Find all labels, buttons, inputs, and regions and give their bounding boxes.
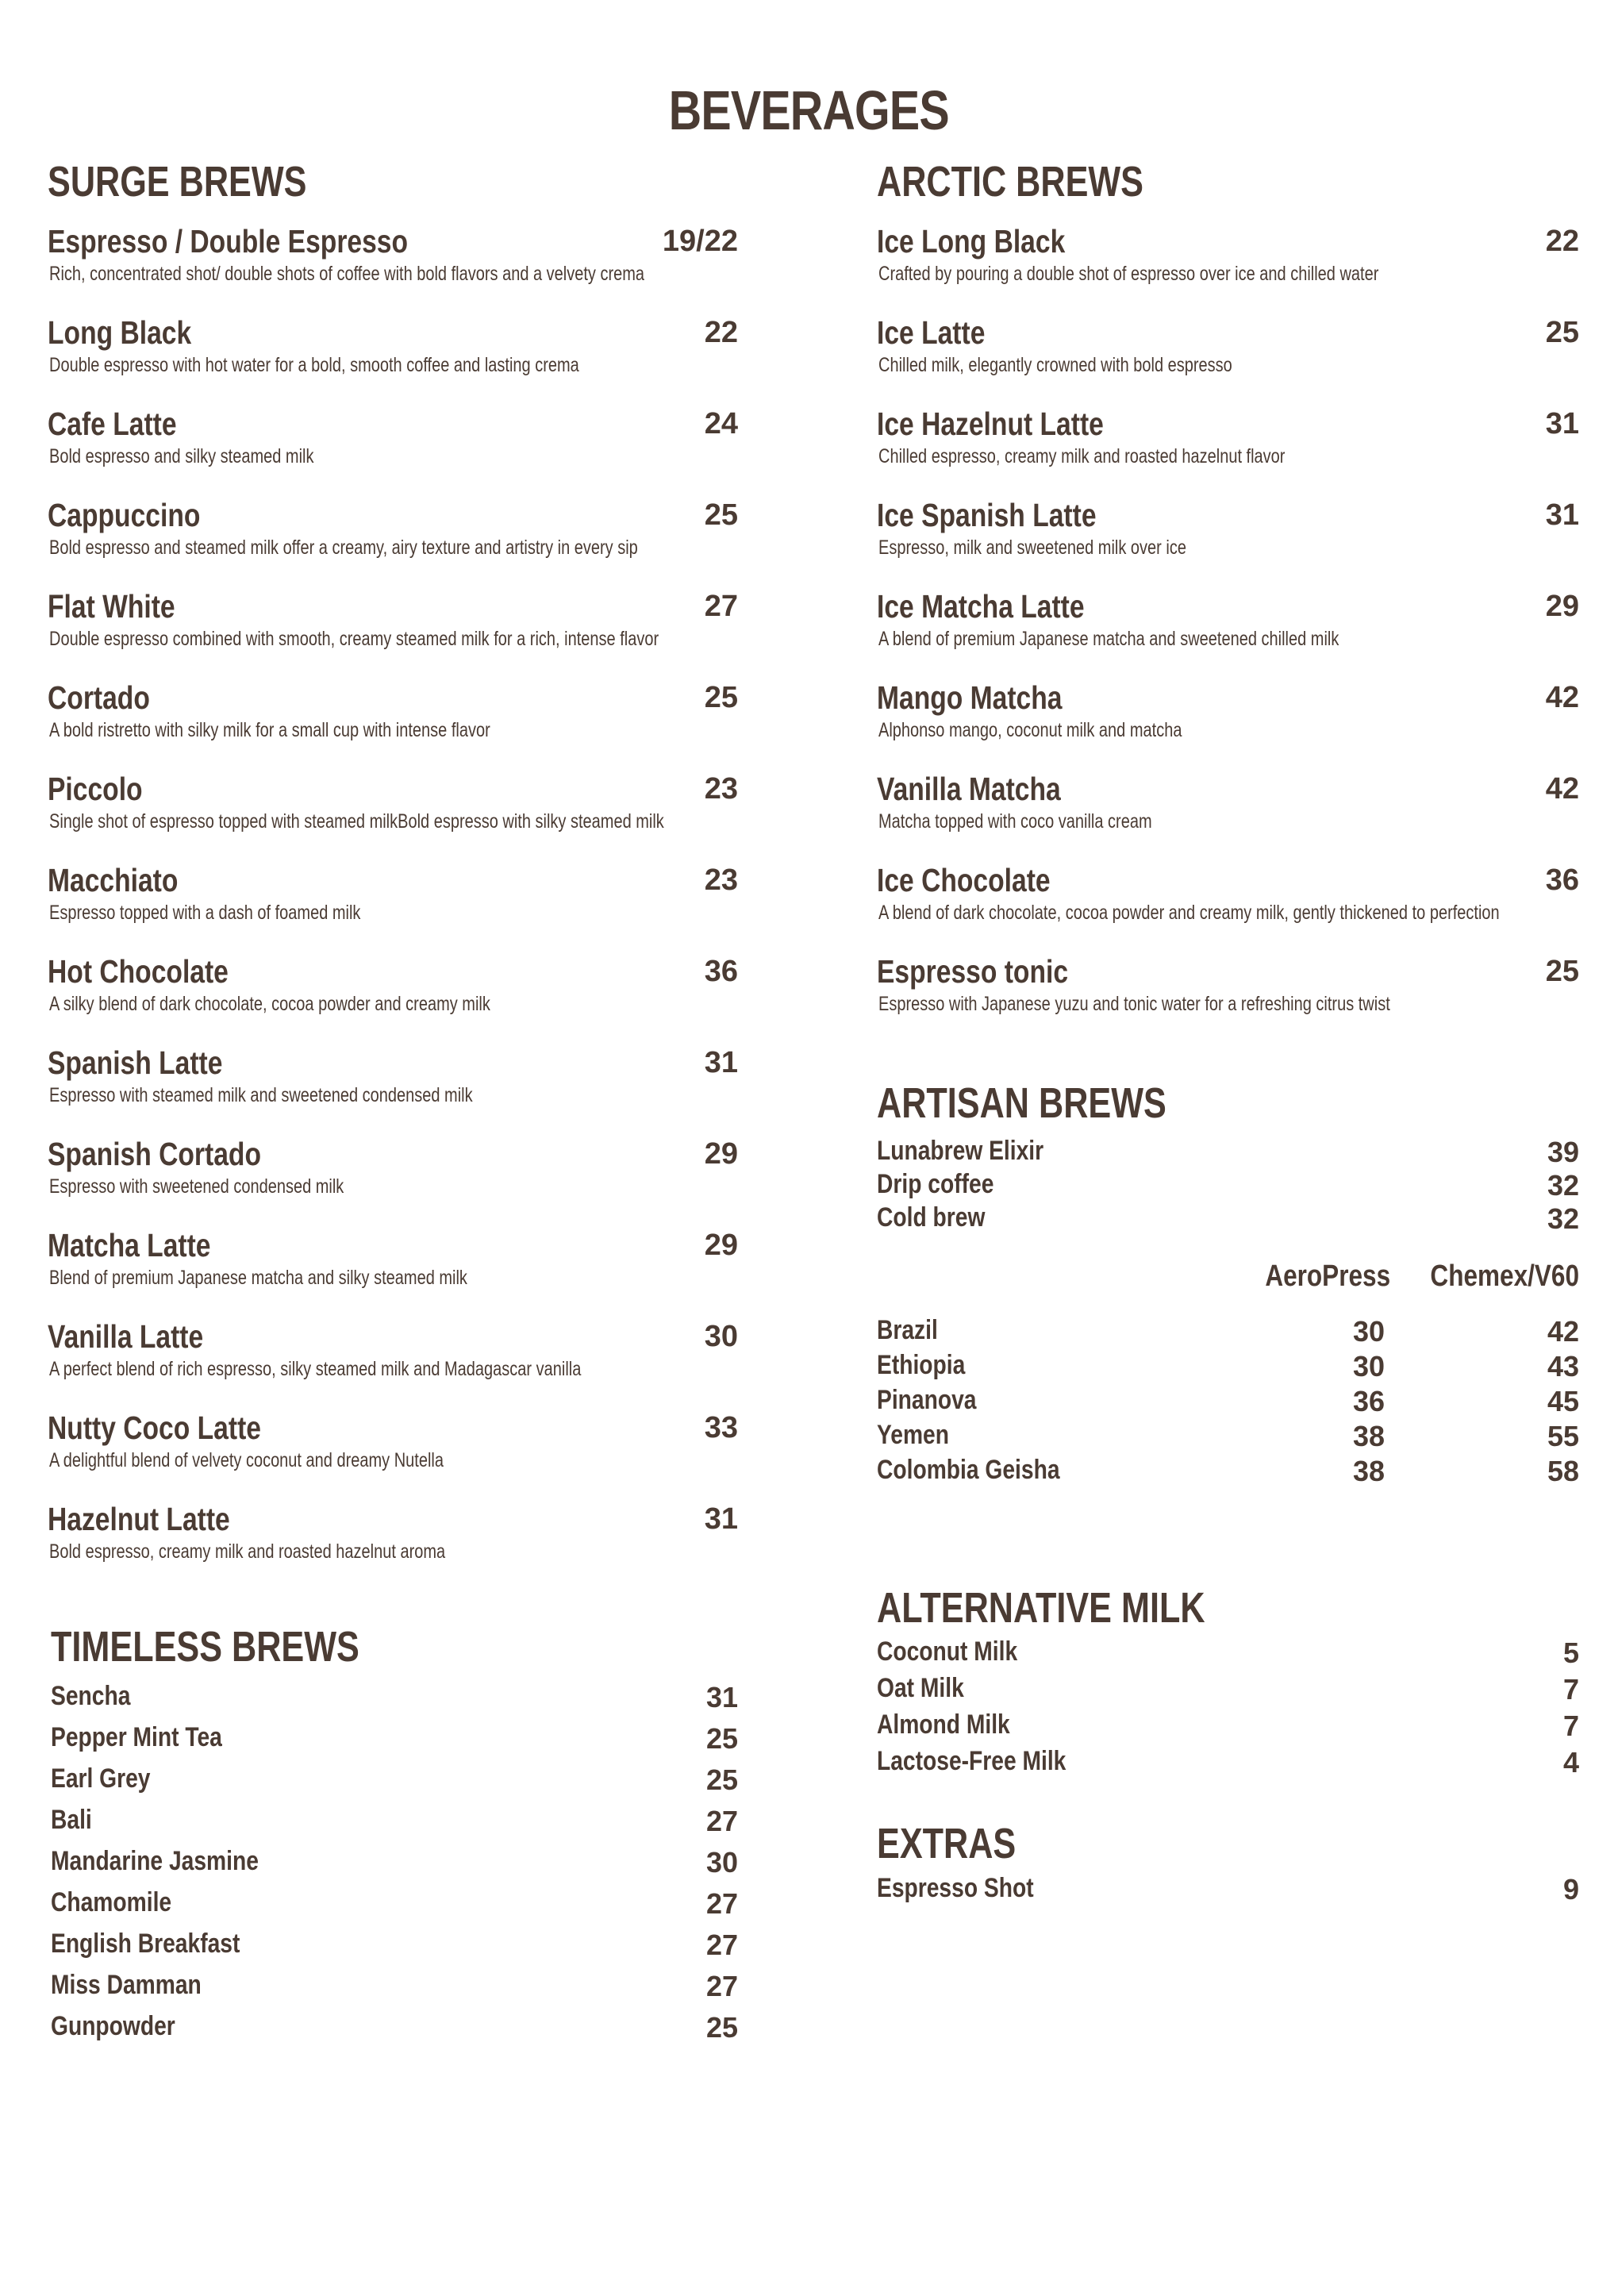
item-description-text: A perfect blend of rich espresso, silky steamed milk and Madagascar vanilla xyxy=(49,1358,582,1381)
menu-item xyxy=(51,1846,738,1887)
menu-item xyxy=(48,1136,738,1227)
aeropress-price: 30 xyxy=(1352,1314,1385,1348)
menu-item xyxy=(877,314,1579,406)
origin-name-text: Pinanova xyxy=(877,1384,977,1415)
item-description xyxy=(878,993,1518,1016)
item-description xyxy=(49,902,439,925)
item-name-text: Piccolo xyxy=(48,771,143,808)
menu-item xyxy=(877,1636,1579,1673)
origin-name-text: Colombia Geisha xyxy=(877,1454,1060,1485)
item-price: 25 xyxy=(705,1721,738,1755)
item-price: 24 xyxy=(704,407,738,441)
item-description-text: Bold espresso, creamy milk and roasted hazelnut aroma xyxy=(49,1540,446,1563)
item-description-text: Espresso, milk and sweetened milk over ice xyxy=(878,537,1186,560)
item-name-text: Ice Hazelnut Latte xyxy=(877,406,1104,443)
item-description-text: Espresso with steamed milk and sweetened condensed milk xyxy=(49,1084,473,1107)
item-name-text: Lactose-Free Milk xyxy=(877,1746,1066,1777)
item-name xyxy=(877,497,1144,534)
item-name xyxy=(51,1970,233,2001)
item-name-text: Matcha Latte xyxy=(48,1227,211,1264)
section-title-arctic: ARCTIC BREWS xyxy=(877,158,1143,206)
item-description xyxy=(49,1267,572,1290)
timeless-brews-list xyxy=(48,1681,738,2052)
item-description xyxy=(49,628,811,651)
aeropress-price: 38 xyxy=(1352,1419,1385,1452)
menu-item xyxy=(48,679,738,771)
item-description-text: Chilled milk, elegantly crowned with bold espresso xyxy=(878,354,1232,377)
item-name-text: Espresso / Double Espresso xyxy=(48,223,409,260)
item-description xyxy=(49,354,712,377)
item-name xyxy=(51,1887,196,1918)
item-name xyxy=(51,1805,100,1836)
item-name xyxy=(877,953,1110,990)
menu-item xyxy=(51,1805,738,1846)
item-price: 23 xyxy=(704,772,738,806)
aeropress-header: AeroPress xyxy=(1265,1259,1390,1293)
menu-item xyxy=(51,1887,738,1929)
item-name-text: Macchiato xyxy=(48,862,179,899)
aeropress-price: 38 xyxy=(1352,1454,1385,1487)
item-price: 31 xyxy=(1545,407,1579,441)
item-name-text: Espresso tonic xyxy=(877,953,1069,990)
item-price: 42 xyxy=(1545,772,1579,806)
left-column xyxy=(48,159,738,2052)
chemex-price: 55 xyxy=(1547,1419,1579,1452)
item-name-text: Ice Chocolate xyxy=(877,862,1051,899)
origin-price-table xyxy=(877,1315,1579,1490)
item-name xyxy=(48,679,172,717)
menu-item xyxy=(48,1227,738,1318)
chemex-price: 42 xyxy=(1547,1314,1579,1348)
item-name-text: Mandarine Jasmine xyxy=(51,1845,259,1876)
item-price: 23 xyxy=(704,863,738,898)
item-name-text: Spanish Cortado xyxy=(48,1136,261,1173)
item-name-text: Spanish Latte xyxy=(48,1044,223,1082)
item-price: 7 xyxy=(1562,1673,1579,1706)
menu-item xyxy=(877,223,1579,314)
item-price: 29 xyxy=(1545,590,1579,624)
item-description xyxy=(878,354,1320,377)
item-name xyxy=(877,314,1009,352)
item-name-text: Pepper Mint Tea xyxy=(51,1721,222,1752)
alternative-milk-list xyxy=(877,1636,1579,1783)
item-name xyxy=(51,1763,171,1794)
menu-item xyxy=(877,588,1579,679)
item-name-text: Ice Spanish Latte xyxy=(877,497,1097,534)
item-price: 33 xyxy=(704,1411,738,1445)
menu-item xyxy=(51,1929,738,1970)
menu-item xyxy=(877,1136,1579,1169)
item-description xyxy=(878,810,1220,833)
item-price: 29 xyxy=(704,1137,738,1171)
item-price: 4 xyxy=(1562,1746,1579,1779)
item-name-text: Bali xyxy=(51,1804,92,1835)
item-description-text: Chilled espresso, creamy milk and roasted hazelnut flavor xyxy=(878,445,1286,468)
item-description xyxy=(878,445,1387,468)
item-name-text: Vanilla Matcha xyxy=(877,771,1061,808)
item-price: 36 xyxy=(1545,863,1579,898)
arctic-brews-list xyxy=(877,223,1579,1044)
item-name-text: Hot Chocolate xyxy=(48,953,229,990)
item-description xyxy=(49,1358,714,1381)
item-name-text: English Breakfast xyxy=(51,1928,240,1959)
menu-item xyxy=(51,2011,738,2052)
item-description-text: A bold ristretto with silky milk for a small cup with intense flavor xyxy=(49,719,490,742)
item-description xyxy=(49,1449,542,1472)
item-name-text: Mango Matcha xyxy=(877,679,1063,717)
menu-item xyxy=(877,1710,1579,1746)
menu-item xyxy=(877,497,1579,588)
item-description xyxy=(49,1084,578,1107)
origin-name xyxy=(877,1455,1097,1486)
origin-name xyxy=(877,1350,983,1381)
section-title-surge: SURGE BREWS xyxy=(48,158,307,206)
item-name-text: Cafe Latte xyxy=(48,406,177,443)
menu-item xyxy=(877,1873,1579,1909)
item-price: 31 xyxy=(1545,498,1579,533)
item-name xyxy=(48,588,203,625)
item-price: 31 xyxy=(704,1046,738,1080)
item-description xyxy=(49,1175,417,1198)
item-description-text: A blend of dark chocolate, cocoa powder and creamy milk, gently thickened to perfection xyxy=(878,902,1500,925)
item-name xyxy=(877,588,1130,625)
menu-item xyxy=(48,314,738,406)
aeropress-price: 36 xyxy=(1352,1384,1385,1417)
menu-item xyxy=(48,862,738,953)
item-name xyxy=(877,1136,1078,1167)
item-name-text: Nutty Coco Latte xyxy=(48,1410,261,1447)
menu-item xyxy=(48,1318,738,1410)
item-name xyxy=(48,406,205,443)
menu-item xyxy=(51,1970,738,2011)
item-description-text: A silky blend of dark chocolate, cocoa powder and creamy milk xyxy=(49,993,490,1016)
chemex-price: 58 xyxy=(1547,1454,1579,1487)
origin-name-text: Brazil xyxy=(877,1314,938,1345)
item-price: 22 xyxy=(1545,225,1579,259)
item-description-text: Rich, concentrated shot/ double shots of coffee with bold flavors and a velvety crema xyxy=(49,263,645,286)
item-name xyxy=(877,862,1089,899)
menu-item xyxy=(51,1722,738,1763)
item-description xyxy=(878,263,1504,286)
page-title: BEVERAGES xyxy=(668,79,950,141)
extras-list xyxy=(877,1873,1579,1909)
menu-item xyxy=(51,1763,738,1805)
menu-item xyxy=(877,1169,1579,1202)
item-name xyxy=(877,1710,1037,1740)
menu-item xyxy=(48,223,738,314)
menu-item xyxy=(877,1202,1579,1236)
chemex-header: Chemex/V60 xyxy=(1430,1259,1579,1293)
item-description-text: A delightful blend of velvety coconut and dreamy Nutella xyxy=(49,1449,444,1472)
item-name xyxy=(48,497,234,534)
item-description-text: Espresso with Japanese yuzu and tonic water for a refreshing citrus twist xyxy=(878,993,1390,1016)
item-description-text: Bold espresso and steamed milk offer a creamy, airy texture and artistry in every sip xyxy=(49,537,638,560)
item-name-text: Cappuccino xyxy=(48,497,201,534)
artisan-brews-list xyxy=(877,1136,1579,1236)
chemex-price: 45 xyxy=(1547,1384,1579,1417)
item-description xyxy=(878,719,1258,742)
item-price: 32 xyxy=(1547,1202,1579,1235)
item-name xyxy=(48,953,268,990)
item-name-text: Oat Milk xyxy=(877,1673,964,1704)
item-name-text: Hazelnut Latte xyxy=(48,1501,230,1538)
origin-name xyxy=(877,1420,964,1451)
menu-item xyxy=(48,497,738,588)
item-name-text: Sencha xyxy=(51,1680,131,1711)
item-name-text: Coconut Milk xyxy=(877,1636,1018,1667)
item-description-text: Espresso topped with a dash of foamed milk xyxy=(49,902,361,925)
item-name xyxy=(877,771,1101,808)
item-price: 27 xyxy=(705,1928,738,1961)
item-price: 27 xyxy=(704,590,738,624)
item-name-text: Earl Grey xyxy=(51,1763,151,1794)
item-name xyxy=(48,1501,270,1538)
origin-row xyxy=(877,1420,1579,1455)
aeropress-price: 30 xyxy=(1352,1349,1385,1383)
menu-item xyxy=(51,1681,738,1722)
item-description xyxy=(49,1540,544,1563)
origin-name xyxy=(877,1315,951,1346)
item-name xyxy=(48,1044,261,1082)
menu-item xyxy=(48,1501,738,1592)
item-name xyxy=(48,1410,308,1447)
item-name xyxy=(48,314,223,352)
origin-name-text: Yemen xyxy=(877,1419,949,1450)
item-description xyxy=(878,628,1454,651)
item-price: 25 xyxy=(705,1763,738,1796)
item-description-text: Matcha topped with coco vanilla cream xyxy=(878,810,1152,833)
chemex-price: 43 xyxy=(1547,1349,1579,1383)
item-price: 19/22 xyxy=(662,225,738,259)
menu-item xyxy=(48,1044,738,1136)
menu-item xyxy=(877,771,1579,862)
item-price: 30 xyxy=(704,1320,738,1354)
menu-item xyxy=(877,953,1579,1044)
right-column xyxy=(877,159,1579,1909)
item-price: 9 xyxy=(1562,1872,1579,1906)
menu-item xyxy=(48,953,738,1044)
origin-name-text: Ethiopia xyxy=(877,1349,966,1380)
item-description xyxy=(49,993,601,1016)
item-description xyxy=(49,263,794,286)
item-price: 32 xyxy=(1547,1168,1579,1202)
item-description xyxy=(878,537,1263,560)
item-description-text: Single shot of espresso topped with steamed milkBold espresso with silky steamed milk xyxy=(49,810,664,833)
item-description-text: Double espresso with hot water for a bold, smooth coffee and lasting crema xyxy=(49,354,579,377)
item-description-text: Double espresso combined with smooth, creamy steamed milk for a rich, intense flavor xyxy=(49,628,659,651)
section-title-extras: EXTRAS xyxy=(877,1820,1017,1868)
item-description xyxy=(49,537,785,560)
menu-item xyxy=(48,771,738,862)
item-name-text: Ice Long Black xyxy=(877,223,1066,260)
item-price: 22 xyxy=(704,316,738,350)
menu-item xyxy=(877,1746,1579,1783)
item-name xyxy=(48,1227,247,1264)
item-description-text: Crafted by pouring a double shot of espresso over ice and chilled water xyxy=(878,263,1379,286)
item-name-text: Drip coffee xyxy=(877,1168,994,1199)
origin-name xyxy=(877,1385,997,1416)
item-name xyxy=(48,223,487,260)
item-price: 31 xyxy=(704,1502,738,1536)
item-price: 27 xyxy=(705,1804,738,1837)
item-name xyxy=(877,1746,1105,1777)
item-description xyxy=(878,902,1618,925)
item-name xyxy=(51,1681,147,1712)
item-name xyxy=(877,223,1106,260)
origin-row xyxy=(877,1350,1579,1385)
item-price: 25 xyxy=(704,498,738,533)
item-description-text: Alphonso mango, coconut milk and matcha xyxy=(878,719,1182,742)
item-description xyxy=(49,719,601,742)
item-price: 30 xyxy=(705,1845,738,1879)
item-name-text: Ice Latte xyxy=(877,314,986,352)
item-name-text: Espresso Shot xyxy=(877,1872,1034,1903)
item-description-text: Blend of premium Japanese matcha and silky steamed milk xyxy=(49,1267,467,1290)
item-name-text: Cortado xyxy=(48,679,150,717)
item-description-text: Bold espresso and silky steamed milk xyxy=(49,445,314,468)
item-name-text: Chamomile xyxy=(51,1886,172,1917)
menu-item xyxy=(877,862,1579,953)
item-name xyxy=(48,1136,308,1173)
menu-item xyxy=(877,1673,1579,1710)
item-name xyxy=(877,406,1154,443)
item-price: 27 xyxy=(705,1886,738,1920)
item-name xyxy=(877,1169,1018,1200)
item-price: 39 xyxy=(1547,1135,1579,1168)
item-name-text: Flat White xyxy=(48,588,175,625)
item-name xyxy=(51,1846,302,1877)
menu-item xyxy=(877,406,1579,497)
menu-item xyxy=(48,588,738,679)
item-price: 25 xyxy=(704,681,738,715)
item-price: 31 xyxy=(705,1680,738,1713)
origin-row xyxy=(877,1315,1579,1350)
item-price: 42 xyxy=(1545,681,1579,715)
item-price: 29 xyxy=(704,1229,738,1263)
item-name xyxy=(48,1318,237,1356)
menu-item xyxy=(48,1410,738,1501)
item-price: 36 xyxy=(704,955,738,989)
item-name xyxy=(51,1929,279,1959)
item-name-text: Long Black xyxy=(48,314,192,352)
item-name xyxy=(877,1202,1007,1233)
item-name xyxy=(877,679,1103,717)
item-price: 25 xyxy=(1545,316,1579,350)
item-name-text: Almond Milk xyxy=(877,1710,1010,1740)
item-name-text: Vanilla Latte xyxy=(48,1318,204,1356)
item-name xyxy=(51,1722,257,1753)
item-description-text: A blend of premium Japanese matcha and sweetened chilled milk xyxy=(878,628,1339,651)
item-name xyxy=(877,1673,982,1704)
section-title-timeless: TIMELESS BREWS xyxy=(51,1623,359,1671)
menu-item xyxy=(48,406,738,497)
item-name-text: Lunabrew Elixir xyxy=(877,1135,1044,1166)
section-title-artisan: ARTISAN BREWS xyxy=(877,1079,1166,1128)
item-name xyxy=(51,2011,201,2042)
item-price: 25 xyxy=(705,2010,738,2044)
item-price: 7 xyxy=(1562,1710,1579,1743)
item-description xyxy=(49,810,818,833)
menu-item xyxy=(877,679,1579,771)
item-price: 5 xyxy=(1562,1636,1579,1670)
item-name xyxy=(48,862,207,899)
brew-method-header xyxy=(877,1260,1579,1315)
section-title-milk: ALTERNATIVE MILK xyxy=(877,1583,1205,1632)
item-price: 27 xyxy=(705,1969,738,2002)
surge-brews-list xyxy=(48,223,738,1592)
item-name-text: Miss Damman xyxy=(51,1969,202,2000)
item-description-text: Espresso with sweetened condensed milk xyxy=(49,1175,344,1198)
item-name-text: Cold brew xyxy=(877,1202,986,1233)
item-name xyxy=(48,771,163,808)
item-name-text: Gunpowder xyxy=(51,2010,175,2041)
item-description xyxy=(49,445,380,468)
origin-row xyxy=(877,1385,1579,1420)
item-name xyxy=(877,1873,1066,1904)
origin-row xyxy=(877,1455,1579,1490)
item-price: 25 xyxy=(1545,955,1579,989)
item-name-text: Ice Matcha Latte xyxy=(877,588,1085,625)
item-name xyxy=(877,1636,1046,1667)
